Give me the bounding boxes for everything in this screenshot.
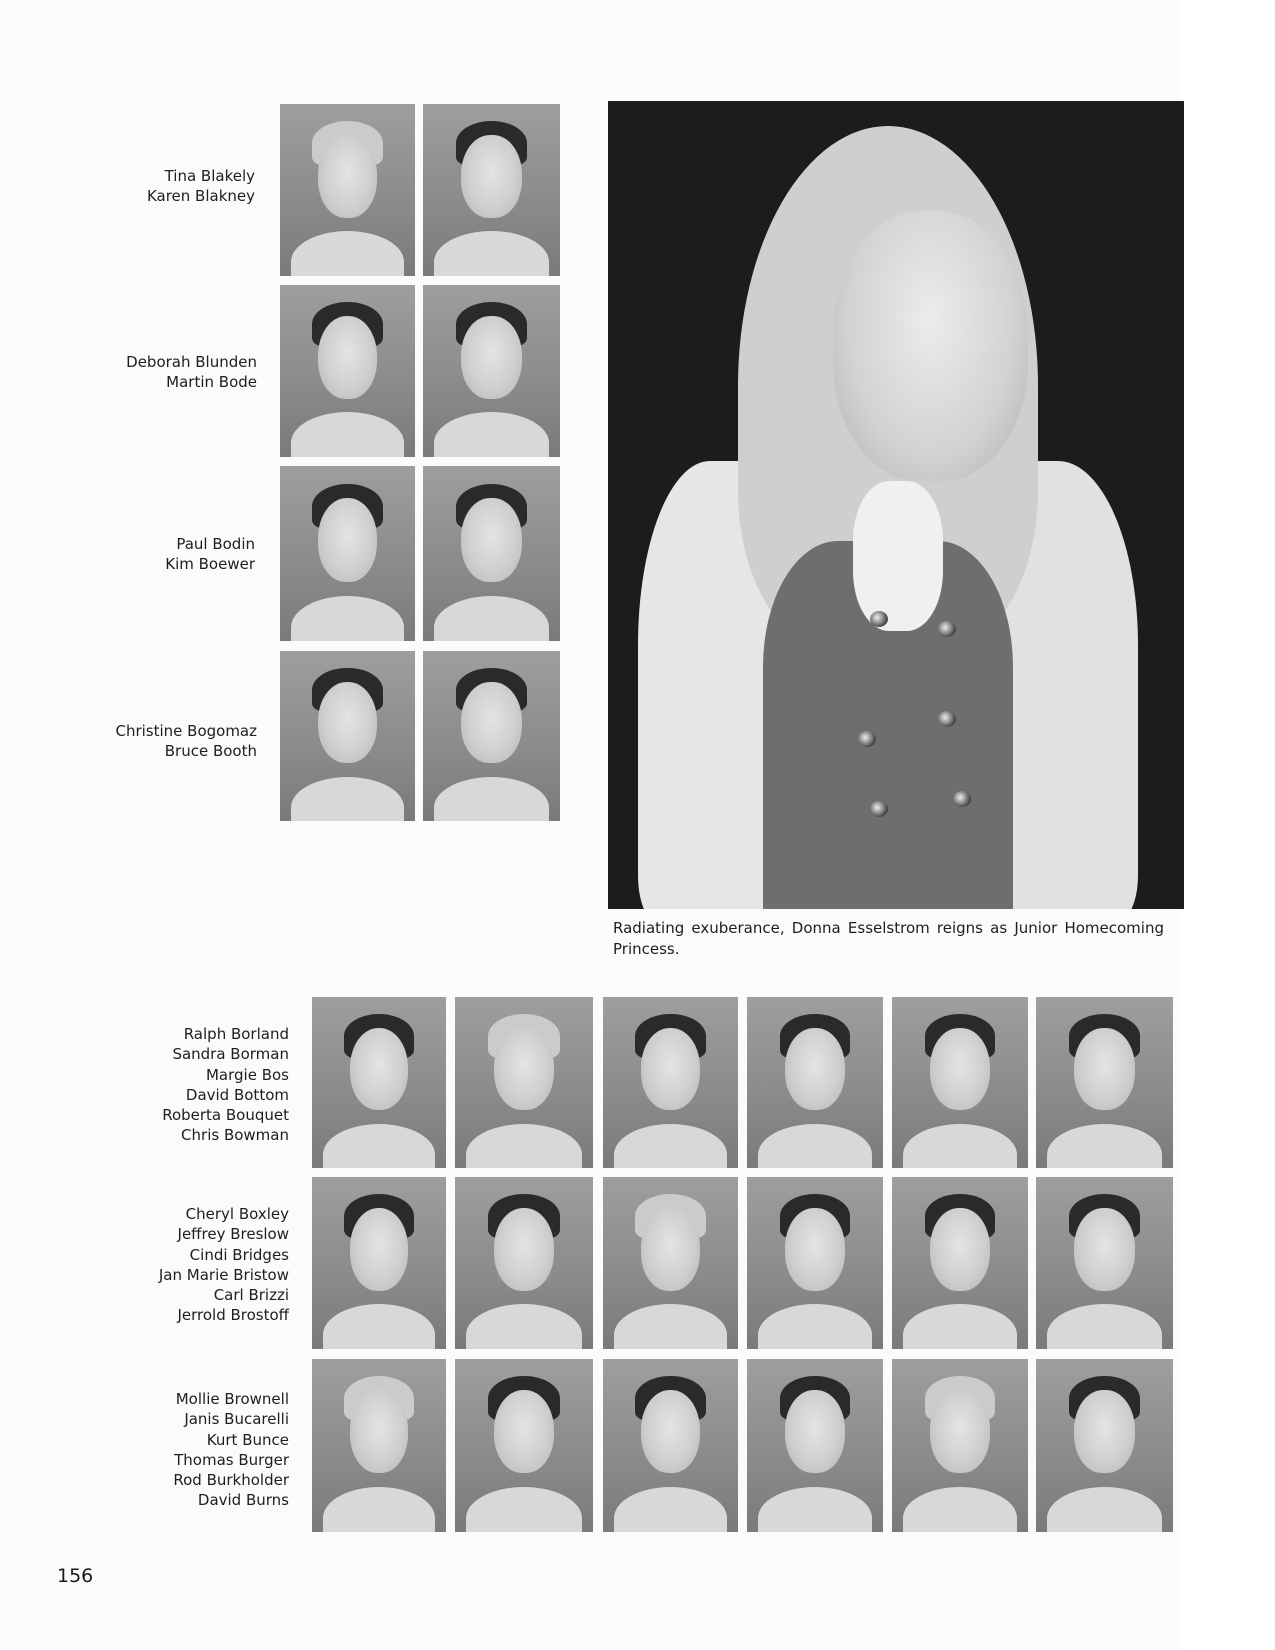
name-list-row-7 xyxy=(173,1389,289,1511)
name-list-row-6 xyxy=(159,1204,289,1326)
name-list-row-4 xyxy=(115,721,257,762)
student-portrait xyxy=(1036,1177,1173,1349)
student-name: Cheryl Boxley xyxy=(185,1205,289,1223)
student-name: Margie Bos xyxy=(205,1065,289,1084)
student-portrait xyxy=(312,997,446,1168)
student-portrait xyxy=(312,1177,446,1349)
student-name: Thomas Burger xyxy=(174,1450,289,1469)
name-list-row-1 xyxy=(147,166,255,207)
student-portrait xyxy=(280,285,415,457)
student-portrait xyxy=(455,1359,593,1532)
student-portrait xyxy=(603,1359,738,1532)
student-portrait xyxy=(455,1177,593,1349)
student-name: Chris Bowman xyxy=(181,1126,289,1145)
student-portrait xyxy=(892,997,1028,1168)
student-portrait xyxy=(423,285,560,457)
student-portrait xyxy=(423,104,560,276)
student-portrait xyxy=(312,1359,446,1532)
student-portrait xyxy=(892,1177,1028,1349)
student-name: Ralph Borland xyxy=(183,1025,289,1043)
student-name: Paul Bodin xyxy=(176,535,255,553)
student-name: Cindi Bridges xyxy=(189,1245,289,1264)
featured-photo xyxy=(608,101,1184,909)
student-name: Jan Marie Bristow xyxy=(158,1265,289,1284)
student-name: Deborah Blunden xyxy=(126,353,257,371)
student-portrait xyxy=(423,651,560,821)
student-name: David Bottom xyxy=(185,1085,289,1104)
student-portrait xyxy=(747,1177,883,1349)
student-name: Bruce Booth xyxy=(164,742,257,761)
student-name: Mollie Brownell xyxy=(175,1390,289,1408)
student-name: Tina Blakely xyxy=(164,167,255,185)
student-name: Roberta Bouquet xyxy=(162,1106,289,1125)
featured-photo-caption: Radiating exuberance, Donna Esselstrom reigns as Junior Homecoming Princess. xyxy=(613,919,1164,958)
student-portrait xyxy=(747,1359,883,1532)
student-portrait xyxy=(280,466,415,641)
student-name: Karen Blakney xyxy=(146,187,255,206)
student-portrait xyxy=(423,466,560,641)
student-name: Kurt Bunce xyxy=(206,1430,289,1449)
student-name: Rod Burkholder xyxy=(173,1471,289,1490)
name-list-row-3 xyxy=(165,534,255,575)
student-portrait xyxy=(603,997,738,1168)
page-number: 156 xyxy=(57,1565,94,1587)
student-name: David Burns xyxy=(197,1491,289,1510)
name-list-row-2 xyxy=(126,352,257,393)
student-portrait xyxy=(280,104,415,276)
name-list-row-5 xyxy=(162,1024,289,1146)
student-portrait xyxy=(1036,997,1173,1168)
student-name: Janis Bucarelli xyxy=(184,1410,289,1429)
student-name: Sandra Borman xyxy=(172,1045,289,1064)
student-portrait xyxy=(455,997,593,1168)
student-name: Carl Brizzi xyxy=(213,1286,289,1305)
student-name: Jerrold Brostoff xyxy=(177,1306,289,1325)
student-name: Martin Bode xyxy=(166,373,257,392)
student-name: Christine Bogomaz xyxy=(115,722,257,740)
student-portrait xyxy=(892,1359,1028,1532)
student-portrait xyxy=(1036,1359,1173,1532)
student-name: Kim Boewer xyxy=(165,555,255,574)
student-portrait xyxy=(747,997,883,1168)
student-portrait xyxy=(280,651,415,821)
student-portrait xyxy=(603,1177,738,1349)
student-name: Jeffrey Breslow xyxy=(177,1225,289,1244)
